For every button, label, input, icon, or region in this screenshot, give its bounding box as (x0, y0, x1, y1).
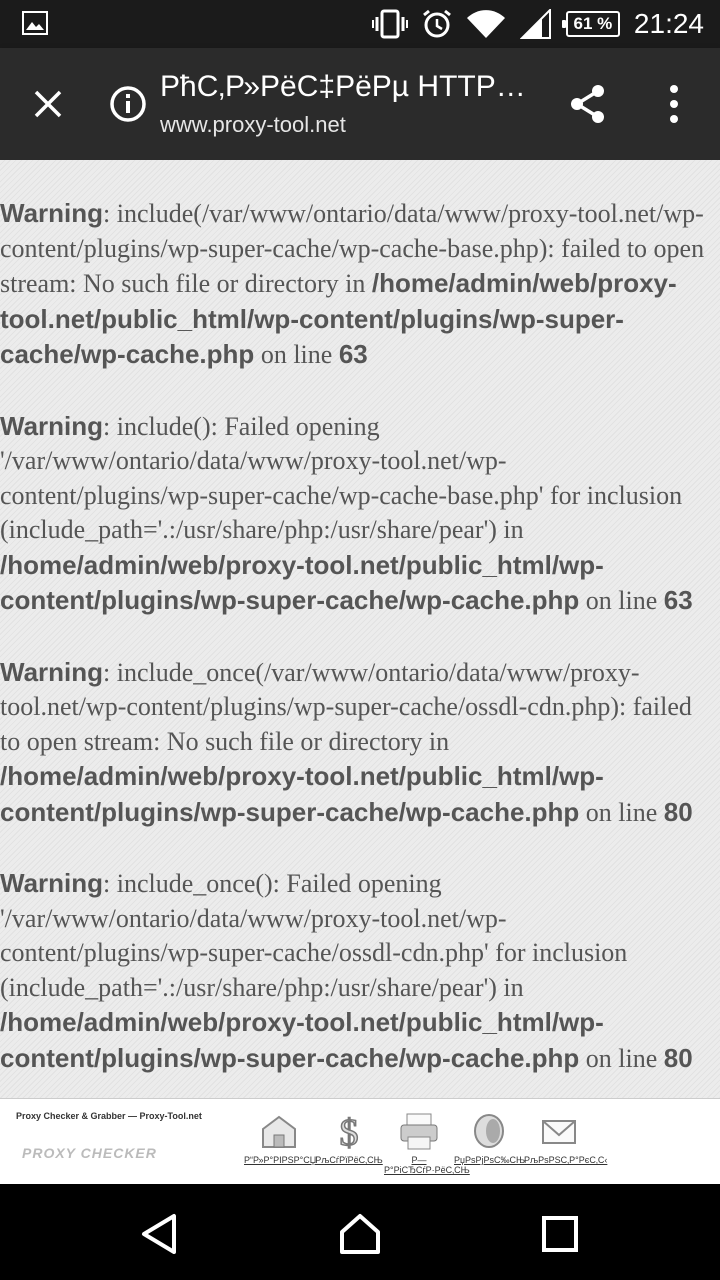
site-header-bar (0, 1098, 720, 1185)
web-page-content (0, 160, 720, 1098)
signal-icon (520, 9, 552, 39)
more-options-icon[interactable] (662, 82, 686, 126)
php-warning (0, 196, 712, 373)
warning-line-number: 63 (663, 585, 693, 615)
browser-toolbar (0, 48, 720, 160)
dollar-icon (327, 1111, 371, 1151)
warning-message: : include(): Failed opening '/var/www/ontario/data/www/proxy-tool.net/wp-content/plugins/wp-super-cache/wp-cache-base.php' for inclusion (include_path='.:/usr/share/php:/usr/share/pear') in (0, 411, 683, 544)
mail-icon (537, 1111, 581, 1151)
on-line-text: on line (579, 586, 664, 615)
php-warning (0, 655, 712, 831)
warning-message: : include_once(/var/www/ontario/data/www/proxy-tool.net/wp-content/plugins/wp-super-cache/ossdl-cdn.php): failed to open stream: No such file or directory in (0, 657, 692, 756)
battery-percentage: 61 % (573, 14, 613, 33)
system-navigation-bar (0, 1184, 720, 1280)
recents-icon[interactable] (538, 1212, 582, 1256)
nav-link-contacts[interactable] (524, 1111, 608, 1165)
nav-link-label: РљРѕРЅС‚Р°РєС‚С‹ (524, 1155, 608, 1165)
warning-line-number: 80 (663, 1042, 693, 1073)
close-icon[interactable] (28, 84, 68, 124)
page-title: РћС‚Р»РёС‡РёРµ HTTP… (160, 70, 526, 103)
nav-link-download[interactable] (384, 1111, 470, 1175)
warning-path: /home/admin/web/proxy-tool.net/public_html/wp-content/plugins/wp-super-cache/wp-cache.php (0, 761, 604, 827)
wifi-icon (466, 9, 506, 39)
warning-path: /home/admin/web/proxy-tool.net/public_html/wp-content/plugins/wp-super-cache/wp-cache.php (0, 549, 604, 615)
site-logo[interactable]: PROXY CHECKER (22, 1145, 157, 1161)
warning-message: : include(/var/www/ontario/data/www/proxy-tool.net/wp-content/plugins/wp-super-cache/wp-cache-base.php): failed to open stream: No such file or directory in (0, 199, 705, 298)
nav-link-label: РџРѕРјРѕС‰СЊ (454, 1155, 526, 1165)
image-icon (22, 11, 48, 35)
warning-label: Warning (0, 198, 104, 228)
vibrate-icon (372, 9, 408, 39)
clock: 21:24 (633, 8, 704, 39)
svg-text:$: $ (339, 1112, 359, 1151)
warning-path: /home/admin/web/proxy-tool.net/public_html/wp-content/plugins/wp-super-cache/wp-cache.php (0, 1007, 604, 1073)
warning-label: Warning (0, 410, 104, 441)
warning-label: Warning (0, 656, 104, 687)
on-line-text: on line (254, 340, 339, 369)
nav-link-label: Р“Р»Р°РІРЅР°СЏ (244, 1155, 317, 1165)
home-icon[interactable] (338, 1212, 382, 1256)
php-warning (0, 866, 712, 1076)
back-icon[interactable] (138, 1212, 182, 1256)
home-icon (257, 1111, 301, 1151)
nav-link-label: РљСѓРїРёС‚СЊ (315, 1155, 383, 1165)
nav-link-label: Р—Р°РіСЂСѓР·РёС‚СЊ (384, 1155, 470, 1175)
printer-icon (397, 1111, 441, 1151)
warning-line-number: 63 (338, 339, 368, 369)
nav-link-home[interactable] (244, 1111, 317, 1165)
battery-icon (566, 11, 620, 37)
warning-path: /home/admin/web/proxy-tool.net/public_html/wp-content/plugins/wp-super-cache/wp-cache.php (0, 268, 677, 369)
php-warning (0, 409, 712, 619)
share-icon[interactable] (566, 82, 610, 126)
alarm-icon (422, 9, 452, 39)
info-icon[interactable] (108, 84, 148, 124)
warning-line-number: 80 (663, 796, 693, 827)
nav-link-help[interactable] (454, 1111, 524, 1165)
status-bar (0, 0, 720, 48)
page-url: www.proxy-tool.net (160, 112, 346, 137)
warning-message: : include_once(): Failed opening '/var/www/ontario/data/www/proxy-tool.net/wp-content/plugins/wp-super-cache/ossdl-cdn.php' for inclusion (include_path='.:/usr/share/php:/usr/share/pear') in (0, 869, 628, 1002)
on-line-text: on line (579, 797, 664, 827)
help-icon (467, 1111, 511, 1151)
on-line-text: on line (579, 1043, 664, 1073)
nav-link-buy[interactable] (314, 1111, 384, 1165)
site-tagline: Proxy Checker & Grabber — Proxy-Tool.net (16, 1111, 202, 1121)
warning-label: Warning (0, 868, 104, 898)
